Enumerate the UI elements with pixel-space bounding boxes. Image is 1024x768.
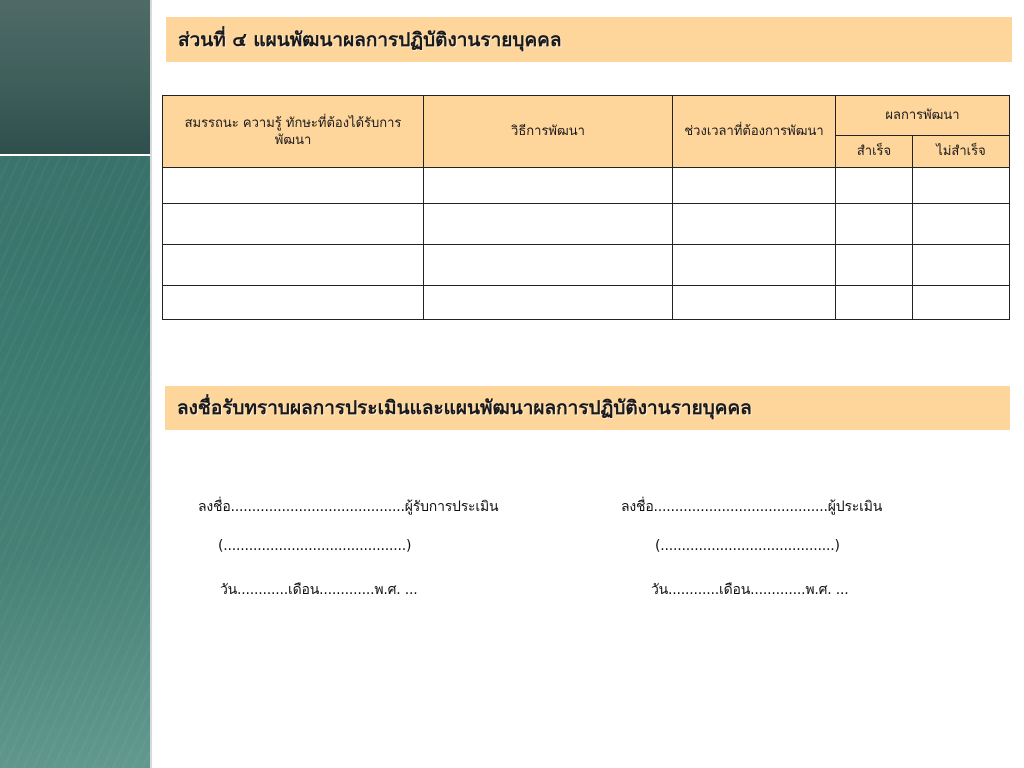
table-cell[interactable] (836, 168, 913, 204)
table-cell[interactable] (913, 168, 1010, 204)
acknowledgement-header (165, 386, 1010, 430)
table-cell[interactable] (673, 245, 836, 286)
table-row (163, 245, 1010, 286)
development-plan-table (162, 95, 1010, 320)
table-cell[interactable] (673, 286, 836, 320)
header-period: ช่วงเวลาที่ต้องการพัฒนา (673, 96, 836, 168)
table-cell[interactable] (913, 204, 1010, 245)
evaluatee-date-line: วัน............เดือน.............พ.ศ. ... (220, 582, 418, 598)
table-row (163, 286, 1010, 320)
header-method: วิธีการพัฒนา (424, 96, 673, 168)
evaluator-date-line: วัน............เดือน.............พ.ศ. ... (651, 582, 849, 598)
table-row (163, 168, 1010, 204)
table-cell[interactable] (913, 245, 1010, 286)
evaluatee-name-line: (...........................................) (218, 538, 412, 554)
table-cell[interactable] (163, 204, 424, 245)
sidebar-texture (0, 156, 150, 768)
table-cell[interactable] (424, 286, 673, 320)
table-cell[interactable] (424, 204, 673, 245)
table-cell[interactable] (836, 204, 913, 245)
acknowledgement-title: ลงชื่อรับทราบผลการประเมินและแผนพัฒนาผลการปฏิบัติงานรายบุคคล (177, 397, 752, 419)
table-cell[interactable] (163, 245, 424, 286)
table-row (163, 204, 1010, 245)
evaluator-signature-line: ลงชื่อ.........................................ผู้ประเมิน (621, 499, 883, 515)
table-cell[interactable] (673, 168, 836, 204)
table-cell[interactable] (673, 204, 836, 245)
table-cell[interactable] (163, 168, 424, 204)
section-4-title: ส่วนที่ ๔ แผนพัฒนาผลการปฏิบัติงานรายบุคคล (178, 28, 562, 51)
header-competency: สมรรถนะ ความรู้ ทักษะที่ต้องได้รับการพัฒนา (163, 96, 424, 168)
evaluator-name-line: (.........................................) (655, 538, 840, 554)
table-cell[interactable] (163, 286, 424, 320)
table-cell[interactable] (913, 286, 1010, 320)
section-4-header (166, 17, 1012, 62)
sidebar-decoration-top (0, 0, 150, 154)
table-cell[interactable] (424, 245, 673, 286)
header-result: ผลการพัฒนา (836, 96, 1010, 136)
table-cell[interactable] (836, 245, 913, 286)
table-cell[interactable] (424, 168, 673, 204)
evaluatee-signature-line: ลงชื่อ.........................................ผู้รับการประเมิน (198, 499, 499, 515)
header-success: สำเร็จ (836, 136, 913, 168)
table-cell[interactable] (836, 286, 913, 320)
sidebar-border (150, 0, 152, 768)
header-not-success: ไม่สำเร็จ (913, 136, 1010, 168)
